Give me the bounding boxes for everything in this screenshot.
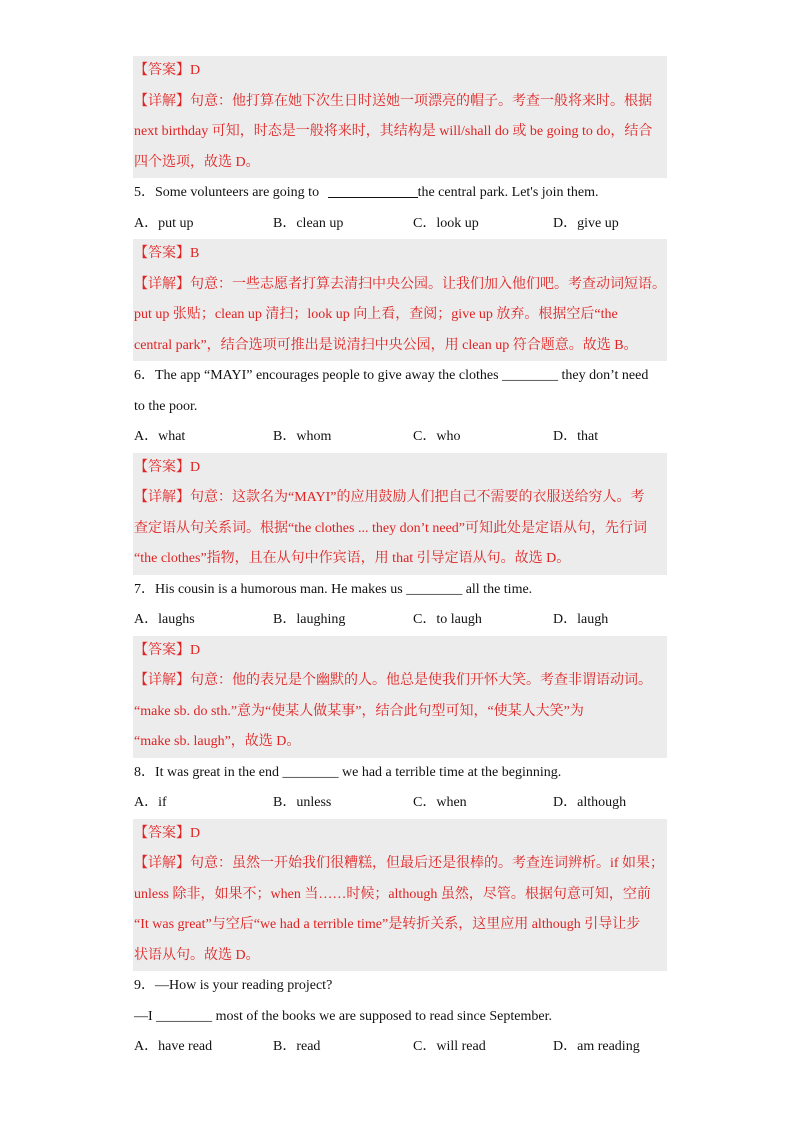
option-d[interactable]: D．although — [553, 795, 627, 810]
options-q5 — [134, 209, 666, 240]
options-q7 — [134, 605, 666, 636]
explanation-line: 四个选项，故选 D。 — [134, 154, 260, 170]
explanation-line: “the clothes”指物，且在从句中作宾语，用 that 引导定语从句。故选 D。 — [134, 551, 571, 566]
option-b[interactable]: B．laughing — [273, 612, 346, 627]
question-stem-q9: 9．—How is your reading project? — [134, 978, 333, 993]
stem-text: 5．Some volunteers are going to — [134, 185, 320, 200]
question-stem-q7: 7．His cousin is a humorous man. He makes us ________ all the time. — [134, 581, 533, 597]
explanation-line: 【详解】句意：他打算在她下次生日时送她一项漂亮的帽子。考查一般将来时。根据 — [134, 93, 652, 109]
answer-blank — [328, 183, 418, 198]
option-d[interactable]: D．laugh — [553, 612, 609, 627]
explanation-line: 状语从句。故选 D。 — [134, 947, 260, 963]
option-b[interactable]: B．read — [273, 1039, 321, 1054]
option-a[interactable]: A．put up — [134, 215, 194, 231]
explanation-line: “make sb. laugh”，故选 D。 — [134, 734, 301, 749]
explanation-line: 【详解】句意：一些志愿者打算去清扫中央公园。让我们加入他们吧。考查动词短语。 — [134, 276, 666, 292]
option-a[interactable]: A．have read — [134, 1039, 213, 1054]
answer-label: 【答案】D — [134, 825, 201, 841]
option-c[interactable]: C．who — [413, 429, 461, 444]
stem-text: the central park. Let's join them. — [417, 185, 599, 200]
question-stem-q8: 8．It was great in the end ________ we had a terrible time at the beginning. — [134, 764, 562, 780]
explanation-line: “It was great”与空后“we had a terrible time”是转折关系，这里应用 although 引导让步 — [134, 917, 641, 932]
explanation-line: unless 除非，如果不；when 当……时候；although 虽然，尽管。根据句意可知，空前 — [134, 886, 651, 902]
answer-label: 【答案】D — [134, 63, 201, 78]
answer-label: 【答案】D — [134, 459, 201, 475]
option-d[interactable]: D．that — [553, 429, 599, 444]
answer-block-q8 — [133, 819, 667, 972]
option-d[interactable]: D．am reading — [553, 1039, 640, 1054]
question-stem-q6: 6．The app “MAYI” encourages people to give away the clothes ________ they don’t need — [134, 368, 649, 383]
answer-block-q4 — [133, 56, 667, 178]
answer-block-q5 — [133, 239, 667, 361]
option-c[interactable]: C．look up — [413, 215, 479, 231]
option-b[interactable]: B．whom — [273, 429, 332, 444]
options-q6 — [134, 422, 666, 453]
option-c[interactable]: C．will read — [413, 1039, 486, 1054]
option-c[interactable]: C．to laugh — [413, 612, 482, 627]
explanation-line: 查定语从句关系词。根据“the clothes ... they don’t need”可知此处是定语从句，先行词 — [134, 520, 648, 536]
question-stem-q9-cont: —I ________ most of the books we are supposed to read since September. — [134, 1008, 552, 1024]
option-b[interactable]: B．clean up — [273, 215, 344, 231]
explanation-line: central park”，结合选项可推出是说清扫中央公园，用 clean up 符合题意。故选 B。 — [134, 337, 638, 353]
explanation-line: 【详解】句意：他的表兄是个幽默的人。他总是使我们开怀大笑。考查非谓语动词。 — [134, 673, 652, 688]
explanation-line: “make sb. do sth.”意为“使某人做某事”，结合此句型可知，“使某人大笑”为 — [134, 703, 584, 719]
question-stem-q5 — [134, 178, 666, 209]
answer-block-q6 — [133, 453, 667, 575]
question-stem-q6-cont: to the poor. — [134, 398, 198, 414]
explanation-line: 【详解】句意：虽然一开始我们很糟糕，但最后还是很棒的。考查连词辨析。if 如果； — [134, 856, 665, 871]
option-a[interactable]: A．if — [134, 795, 167, 810]
page-content — [134, 56, 666, 1063]
explanation-line: 【详解】句意：这款名为“MAYI”的应用鼓励人们把自己不需要的衣服送给穷人。考 — [134, 490, 645, 505]
options-q9 — [134, 1032, 666, 1063]
option-a[interactable]: A．what — [134, 429, 186, 444]
answer-block-q7 — [133, 636, 667, 758]
explanation-line: next birthday 可知，时态是一般将来时，其结构是 will/shall do 或 be going to do，结合 — [134, 124, 653, 139]
option-c[interactable]: C．when — [413, 795, 467, 810]
options-q8 — [134, 788, 666, 819]
answer-label: 【答案】D — [134, 642, 201, 658]
option-d[interactable]: D．give up — [553, 215, 619, 231]
option-a[interactable]: A．laughs — [134, 612, 195, 627]
explanation-line: put up 张贴；clean up 清扫；look up 向上看，查阅；give up 放弃。根据空后“the — [134, 307, 618, 322]
option-b[interactable]: B．unless — [273, 795, 332, 810]
answer-label: 【答案】B — [134, 246, 200, 261]
